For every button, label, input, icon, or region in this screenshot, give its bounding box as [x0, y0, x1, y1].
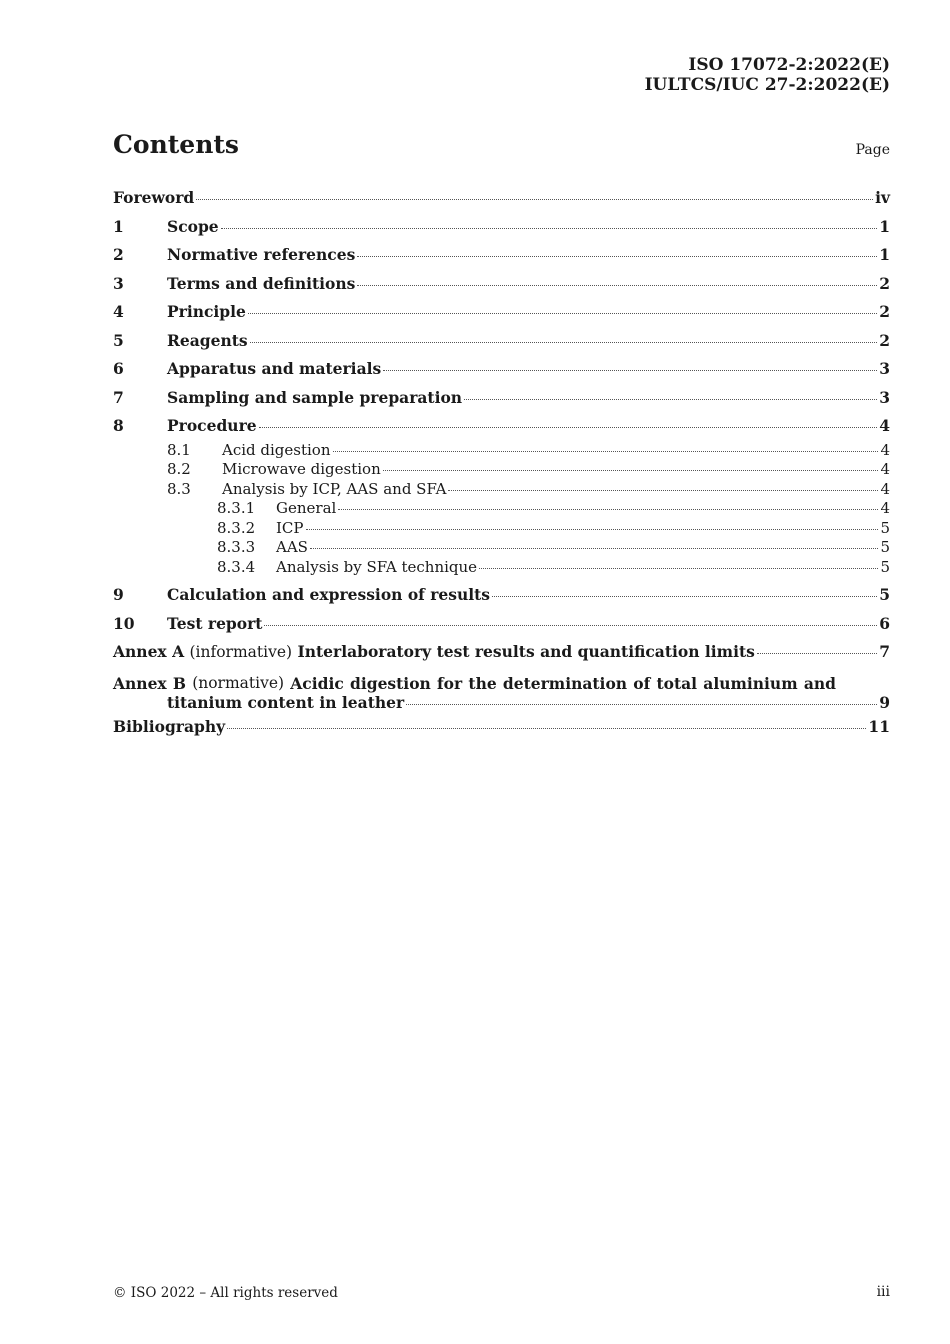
toc-page: 4: [879, 416, 890, 435]
toc-entry-procedure[interactable]: [113, 412, 890, 441]
annex-word: and: [803, 673, 836, 693]
iultcs-number: IULTCS/IUC 27-2:2022(E): [644, 75, 890, 95]
leader-dots: [259, 427, 878, 428]
toc-number: 8.3.1: [217, 499, 256, 517]
toc-number: 8.3.4: [217, 557, 256, 576]
toc-number: 8: [113, 416, 124, 435]
toc-number: 8.3: [167, 479, 191, 498]
toc-number: 9: [113, 585, 124, 604]
leader-dots: [383, 470, 879, 471]
toc-page: 2: [879, 273, 890, 293]
leader-dots: [357, 256, 877, 257]
toc-number: 4: [113, 302, 124, 321]
toc-page: 4: [880, 499, 890, 517]
toc-page: 1: [879, 245, 890, 264]
title-row: [113, 130, 890, 166]
toc-number: 6: [113, 359, 124, 378]
toc-label: Reagents: [167, 330, 248, 350]
annex-word: the: [468, 673, 497, 693]
toc-entry-aas[interactable]: [113, 538, 890, 558]
toc-page: 5: [880, 538, 890, 556]
toc-entry-normative-references[interactable]: [113, 241, 890, 270]
toc-entry-sampling[interactable]: [113, 384, 890, 413]
toc-entry-annex-b[interactable]: [113, 674, 890, 713]
leader-dots: [310, 548, 879, 549]
toc-page: 1: [879, 216, 890, 236]
toc-page: 4: [880, 479, 890, 498]
toc-entry-annex-a[interactable]: [113, 638, 890, 667]
toc-entry-test-report[interactable]: [113, 610, 890, 639]
toc-page: 9: [879, 693, 890, 712]
toc-label: Normative references: [167, 245, 356, 264]
leader-dots: [357, 285, 877, 286]
leader-dots: [383, 370, 877, 371]
toc-number: 7: [113, 387, 124, 407]
leader-dots: [464, 399, 877, 400]
annex-word: for: [437, 673, 463, 693]
toc-label: Acid digestion: [222, 440, 331, 459]
toc-page: 4: [880, 460, 890, 478]
toc-label: Microwave digestion: [222, 460, 381, 478]
leader-dots: [196, 199, 873, 200]
toc-entry-sfa[interactable]: [113, 558, 890, 578]
annex-word: of: [633, 673, 651, 693]
toc-label: Scope: [167, 216, 219, 236]
annex-title: Interlaboratory test results and quantification limits: [297, 642, 755, 661]
toc-label: AAS: [276, 538, 308, 556]
toc-page: 3: [879, 387, 890, 407]
annex-type: (informative): [189, 643, 293, 661]
annex-word: Acidic: [290, 673, 344, 693]
document-header: [645, 55, 890, 95]
leader-dots: [757, 653, 877, 654]
toc-entry-analysis[interactable]: [113, 480, 890, 500]
toc-number: 5: [113, 330, 124, 350]
toc-entry-bibliography[interactable]: [113, 713, 890, 742]
toc-label: Procedure: [167, 416, 257, 435]
toc-number: 8.3.3: [217, 538, 256, 556]
toc-label: Bibliography: [113, 716, 226, 736]
toc-page: 4: [880, 440, 890, 459]
toc-page: 5: [879, 585, 890, 604]
page-title: Contents: [113, 130, 240, 159]
toc-page: 2: [879, 302, 890, 321]
toc-label: Terms and definitions: [167, 273, 356, 293]
toc-entry-foreword[interactable]: [113, 184, 890, 213]
annex-word: B: [172, 673, 186, 693]
copyright-notice: © ISO 2022 – All rights reserved: [113, 1285, 338, 1301]
annex-word: determination: [502, 673, 628, 693]
leader-dots: [406, 704, 877, 705]
toc-entry-acid-digestion[interactable]: [113, 441, 890, 461]
toc-number: 1: [113, 216, 124, 236]
leader-dots: [479, 568, 878, 569]
toc-page: 5: [880, 518, 890, 537]
leader-dots: [306, 529, 879, 530]
annex-title-continued: titanium content in leather: [167, 693, 405, 712]
toc-entry-principle[interactable]: [113, 298, 890, 327]
toc-number: 3: [113, 273, 124, 293]
toc-page: iv: [875, 188, 890, 207]
toc-page: 11: [868, 716, 890, 736]
toc-entry-apparatus-and-materials[interactable]: [113, 355, 890, 384]
toc-number: 8.3.2: [217, 518, 256, 537]
toc-entry-icp[interactable]: [113, 519, 890, 539]
standard-number: ISO 17072-2:2022(E): [688, 55, 890, 75]
annex-prefix: Annex A: [113, 642, 185, 661]
toc-entry-reagents[interactable]: [113, 327, 890, 356]
toc-label: General: [276, 499, 337, 517]
toc-label: Test report: [167, 613, 263, 633]
toc-label: Principle: [167, 302, 246, 321]
annex-word: total: [656, 673, 698, 693]
leader-dots: [448, 490, 878, 491]
toc-number: 8.1: [167, 440, 191, 459]
toc-entry-microwave-digestion[interactable]: [113, 460, 890, 480]
toc-page: 3: [879, 359, 890, 378]
leader-dots: [227, 728, 866, 729]
toc-page: 5: [880, 557, 890, 576]
annex-word: Annex: [113, 673, 167, 693]
leader-dots: [221, 228, 878, 229]
toc-number: 10: [113, 613, 135, 633]
toc-label: ICP: [276, 518, 304, 537]
annex-b-line-2: [113, 693, 890, 713]
toc-page: 6: [879, 613, 890, 633]
toc-label: Apparatus and materials: [167, 359, 382, 378]
annex-b-line-1: [113, 674, 890, 694]
toc-entry-terms-and-definitions[interactable]: [113, 270, 890, 299]
annex-word: aluminium: [703, 673, 798, 693]
toc-label: Analysis by SFA technique: [276, 557, 478, 576]
annex-type: (normative): [192, 673, 285, 692]
leader-dots: [264, 625, 877, 626]
toc-number: 8.2: [167, 460, 191, 478]
toc-page: 2: [879, 330, 890, 350]
toc-label: Calculation and expression of results: [167, 585, 491, 604]
leader-dots: [248, 313, 877, 314]
leader-dots: [338, 509, 878, 510]
toc-entry-calculation[interactable]: [113, 581, 890, 610]
toc-entry-scope[interactable]: [113, 213, 890, 242]
page-number: iii: [876, 1284, 890, 1300]
toc-entry-general[interactable]: [113, 499, 890, 519]
toc-number: 2: [113, 245, 124, 264]
toc-label: Foreword: [113, 188, 195, 207]
toc-label: [113, 638, 755, 667]
annex-word: digestion: [350, 673, 431, 693]
toc-label: Sampling and sample preparation: [167, 387, 463, 407]
table-of-contents: [113, 184, 890, 741]
page-column-label: Page: [855, 142, 890, 158]
toc-label: Analysis by ICP, AAS and SFA: [222, 479, 447, 498]
leader-dots: [250, 342, 878, 343]
leader-dots: [492, 596, 877, 597]
leader-dots: [333, 451, 879, 452]
toc-page: 7: [879, 642, 890, 661]
